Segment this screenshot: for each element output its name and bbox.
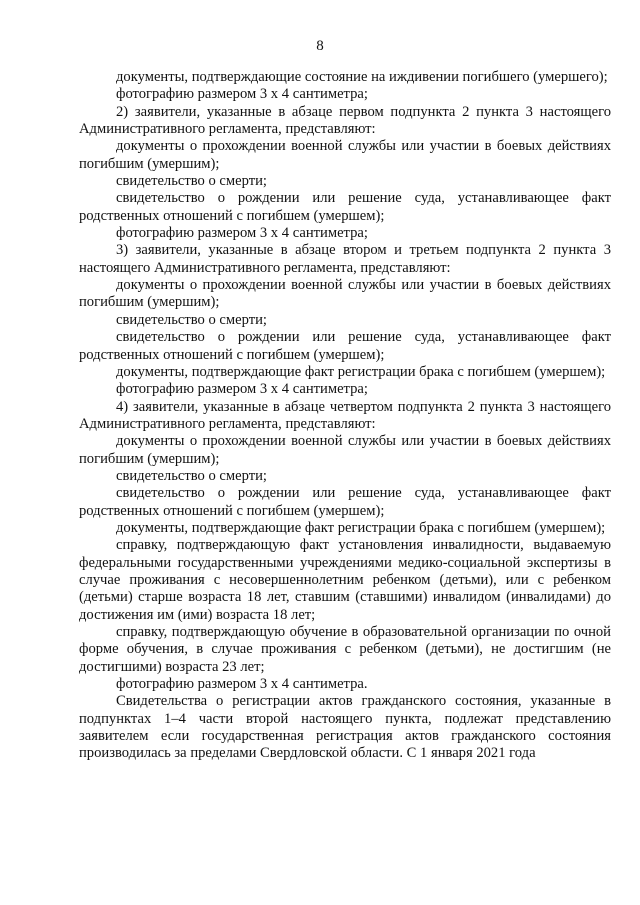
paragraph: справку, подтверждающую обучение в образовательной организации по очной форме обучения, в случае проживания с ребенком (детьми), не достигшим (не достигшими) возраста 23 лет;: [79, 624, 611, 675]
paragraph: свидетельство о рождении или решение суда, устанавливающее факт родственных отношений с погибшем (умершем);: [79, 485, 611, 519]
paragraph: свидетельство о смерти;: [116, 173, 267, 190]
paragraph: фотографию размером 3 х 4 сантиметра;: [116, 225, 368, 242]
paragraph: справку, подтверждающую факт установления инвалидности, выдаваемую федеральными государственными учреждениями медико-социальной экспертизы в случае проживания с несовершеннолетним ребенком (детьми), или с ребенком (детьми) старше возраста 18 лет, ставшим (ставшими) инвалидом (инвалидами) до достижения им (ими) возраста 18 лет;: [79, 537, 611, 623]
paragraph: свидетельство о рождении или решение суда, устанавливающее факт родственных отношений с погибшем (умершем);: [79, 190, 611, 224]
paragraph: фотографию размером 3 х 4 сантиметра;: [116, 381, 368, 398]
paragraph: документы о прохождении военной службы или участии в боевых действиях погибшим (умершим);: [79, 138, 611, 172]
body-text: [79, 69, 611, 763]
paragraph: 3) заявители, указанные в абзаце втором и третьем подпункта 2 пункта 3 настоящего Административного регламента, представляют:: [79, 242, 611, 276]
paragraph: свидетельство о смерти;: [116, 467, 267, 484]
paragraph: документы, подтверждающие факт регистрации брака с погибшем (умершем);: [116, 363, 606, 380]
paragraph: фотографию размером 3 х 4 сантиметра.: [116, 676, 368, 693]
paragraph: 2) заявители, указанные в абзаце первом подпункта 2 пункта 3 настоящего Административного регламента, представляют:: [79, 103, 611, 138]
paragraph: свидетельство о рождении или решение суда, устанавливающее факт родственных отношений с погибшем (умершем);: [79, 329, 611, 363]
paragraph: 4) заявители, указанные в абзаце четвертом подпункта 2 пункта 3 настоящего Административного регламента, представляют:: [79, 398, 611, 432]
paragraph: свидетельство о смерти;: [116, 311, 267, 328]
paragraph: документы, подтверждающие факт регистрации брака с погибшем (умершем);: [116, 519, 606, 536]
paragraph: Свидетельства о регистрации актов гражданского состояния, указанные в подпунктах 1–4 части второй настоящего пункта, подлежат представлению заявителем если государственная регистрация актов гражданского состояния производилась за пределами Свердловской области. С 1 января 2021 года: [79, 693, 611, 762]
paragraph: документы о прохождении военной службы или участии в боевых действиях погибшим (умершим);: [79, 277, 611, 311]
paragraph: фотографию размером 3 х 4 сантиметра;: [116, 86, 368, 103]
paragraph: документы о прохождении военной службы или участии в боевых действиях погибшим (умершим);: [79, 433, 611, 467]
page-number: 8: [316, 38, 324, 54]
paragraph: документы, подтверждающие состояние на иждивении погибшего (умершего);: [116, 69, 608, 85]
